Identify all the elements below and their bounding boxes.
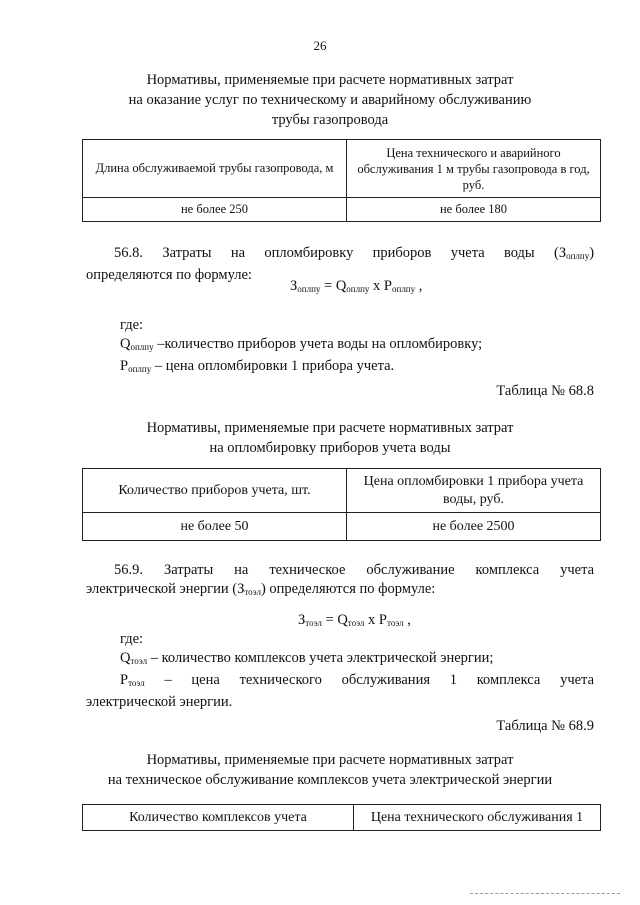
table-cell: не более 50 bbox=[83, 513, 347, 541]
definition-line: $Q_{оплпу}$ –количество приборов учета воды на опломбировку; bbox=[120, 336, 483, 352]
word: на bbox=[234, 562, 249, 578]
definition-line: $Q_{тоэл}$ – количество комплексов учета электрической энергии; bbox=[120, 650, 494, 666]
paragraph-line: электрической энергии $(З_{тоэл})$ определяются по формуле: bbox=[86, 581, 436, 597]
table-header-cell: Цена технического обслуживания 1 bbox=[354, 805, 601, 831]
paragraph-line bbox=[86, 244, 594, 266]
definition-line bbox=[86, 671, 594, 693]
heading-line: на опломбировку приборов учета воды bbox=[209, 440, 451, 456]
word: Затраты bbox=[163, 562, 214, 578]
table-cell: не более 2500 bbox=[347, 513, 601, 541]
word: комплекса bbox=[476, 672, 541, 688]
definitions-56-9 bbox=[86, 630, 594, 712]
word: комплекса bbox=[475, 562, 540, 578]
heading-line: на техническое обслуживание комплексов учета электрической энергии bbox=[107, 772, 553, 788]
scan-edge-line bbox=[470, 893, 620, 894]
definition-line: $P_{оплпу}$ – цена опломбировки 1 прибора учета. bbox=[120, 358, 395, 374]
word: 56.9. bbox=[114, 562, 143, 578]
word: – bbox=[164, 672, 172, 688]
symbol: $(З_{оплпу})$ bbox=[553, 245, 595, 261]
table-cell: не более 180 bbox=[347, 198, 601, 222]
gas-pipe-table bbox=[82, 139, 601, 222]
table-label-68-9: Таблица № 68.9 bbox=[496, 718, 594, 734]
table-header-cell: Количество комплексов учета bbox=[83, 805, 354, 831]
table-header-row bbox=[83, 805, 601, 831]
table-row bbox=[83, 513, 601, 541]
word: технического bbox=[239, 672, 322, 688]
definition-line: электрической энергии. bbox=[86, 694, 233, 710]
water-seal-table bbox=[82, 468, 601, 541]
word: обслуживание bbox=[366, 562, 455, 578]
word: опломбировку bbox=[264, 245, 354, 261]
paragraph-56-9 bbox=[86, 561, 594, 602]
word: Затраты bbox=[162, 245, 212, 261]
heading-line: на оказание услуг по техническому и аварийному обслуживанию bbox=[128, 92, 532, 108]
paragraph-line: определяются по формуле: bbox=[86, 267, 252, 283]
heading-line: трубы газопровода bbox=[271, 112, 389, 128]
table-header-row bbox=[83, 469, 601, 513]
table-label-68-8: Таблица № 68.8 bbox=[496, 383, 594, 399]
page-number: 26 bbox=[313, 38, 327, 53]
word: учета bbox=[560, 562, 595, 578]
paragraph-line bbox=[86, 561, 594, 580]
word: 56.8. bbox=[114, 245, 143, 261]
heading-line: Нормативы, применяемые при расчете нормативных затрат bbox=[146, 752, 514, 768]
word: 1 bbox=[449, 672, 457, 688]
word: техническое bbox=[269, 562, 346, 578]
section3-heading bbox=[40, 750, 620, 790]
definitions-56-8 bbox=[120, 316, 600, 379]
word: воды bbox=[503, 245, 535, 261]
word: учета bbox=[450, 245, 485, 261]
electric-meter-table bbox=[82, 804, 601, 831]
word: учета bbox=[560, 672, 595, 688]
section2-heading bbox=[60, 418, 600, 458]
word: цена bbox=[191, 672, 220, 688]
where-label: где: bbox=[120, 317, 144, 333]
word: обслуживания bbox=[341, 672, 430, 688]
word: на bbox=[230, 245, 246, 261]
symbol: $P_{тоэл}$ bbox=[120, 672, 145, 688]
heading-line: Нормативы, применяемые при расчете нормативных затрат bbox=[146, 72, 514, 88]
table-header-row bbox=[83, 140, 601, 198]
table-header-cell: Цена технического и аварийного обслуживания 1 м трубы газопровода в год, руб. bbox=[347, 140, 601, 198]
formula-56-9: $З_{тоэл} = Q_{тоэл}$ x $P_{тоэл}$ , bbox=[298, 612, 411, 628]
table-header-cell: Количество приборов учета, шт. bbox=[83, 469, 347, 513]
table-header-cell: Длина обслуживаемой трубы газопровода, м bbox=[83, 140, 347, 198]
formula-56-8: $З_{оплпу} = Q_{оплпу}$ x $P_{оплпу}$ , bbox=[290, 278, 423, 294]
word: приборов bbox=[372, 245, 432, 261]
where-label: где: bbox=[120, 631, 144, 647]
heading-line: Нормативы, применяемые при расчете нормативных затрат bbox=[146, 420, 514, 436]
table-header-cell: Цена опломбировки 1 прибора учета воды, руб. bbox=[347, 469, 601, 513]
table-row bbox=[83, 198, 601, 222]
section1-heading bbox=[60, 70, 600, 130]
table-cell: не более 250 bbox=[83, 198, 347, 222]
